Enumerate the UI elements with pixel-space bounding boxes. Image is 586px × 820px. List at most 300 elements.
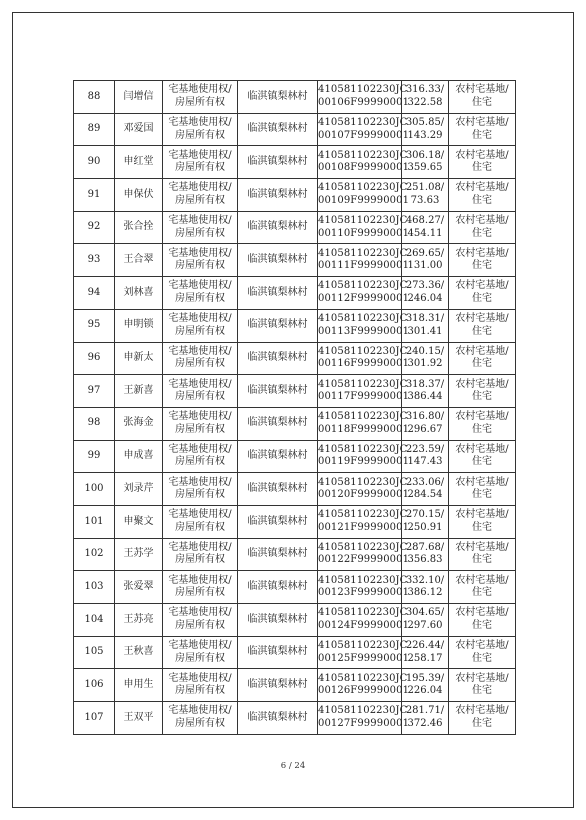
cell-parcel-code: [318, 669, 410, 702]
cell-land-use-text: 农村宅基地/: [455, 443, 509, 455]
cell-parcel-code-text: 410581102230JC: [318, 640, 408, 652]
cell-right-type: [163, 113, 238, 146]
cell-land-use-text: 农村宅基地/: [455, 149, 509, 161]
cell-sequence: [74, 669, 115, 702]
cell-owner-name: [115, 407, 163, 440]
cell-area: [402, 505, 449, 538]
cell-right-type-text: 房屋所有权: [175, 129, 225, 141]
cell-right-type: [163, 538, 238, 571]
cell-right-type-text: 宅基地使用权/: [168, 476, 232, 488]
cell-area-text: 143.29: [407, 129, 443, 141]
cell-owner-name-text: 申成喜: [123, 450, 154, 462]
cell-land-use-text: 农村宅基地/: [455, 280, 509, 292]
cell-right-type: [163, 309, 238, 342]
cell-parcel-code-text: 00110F99990001: [318, 227, 410, 239]
cell-right-type: [163, 146, 238, 179]
cell-location-text: 临淇镇梨林村: [247, 352, 308, 364]
cell-land-use-text: 农村宅基地/: [455, 411, 509, 423]
cell-right-type-text: 房屋所有权: [175, 423, 225, 435]
cell-location: [238, 604, 318, 637]
cell-sequence: [74, 146, 115, 179]
table-row: [74, 604, 516, 637]
cell-parcel-code-text: 410581102230JC: [318, 541, 408, 553]
cell-land-use-text: 农村宅基地/: [455, 117, 509, 129]
table-row: [74, 113, 516, 146]
cell-owner-name-text: 申聚文: [123, 515, 154, 527]
cell-parcel-code-text: 00121F99990001: [318, 521, 410, 533]
table-row: [74, 669, 516, 702]
cell-parcel-code-text: 00113F99990001: [318, 325, 410, 337]
cell-area-text: 372.46: [407, 717, 443, 729]
cell-area: [402, 342, 449, 375]
cell-sequence: [74, 538, 115, 571]
cell-area-text: 322.58: [407, 96, 443, 108]
cell-right-type-text: 宅基地使用权/: [168, 574, 232, 586]
cell-right-type-text: 宅基地使用权/: [168, 182, 232, 194]
cell-location-text: 临淇镇梨林村: [247, 580, 308, 592]
cell-owner-name-text: 申新太: [123, 352, 154, 364]
cell-parcel-code-text: 00120F99990001: [318, 489, 410, 501]
cell-sequence-text: 91: [87, 188, 101, 200]
cell-location: [238, 538, 318, 571]
cell-land-use-text: 住宅: [472, 619, 492, 631]
cell-area-text: 233.06/: [405, 476, 445, 488]
cell-right-type-text: 房屋所有权: [175, 391, 225, 403]
cell-land-use-text: 住宅: [472, 685, 492, 697]
cell-land-use: [449, 113, 516, 146]
cell-right-type-text: 房屋所有权: [175, 227, 225, 239]
cell-area-text: 468.27/: [405, 215, 445, 227]
cell-parcel-code-text: 410581102230JC: [318, 149, 408, 161]
cell-location: [238, 309, 318, 342]
cell-sequence-text: 102: [84, 548, 104, 560]
cell-land-use-text: 住宅: [472, 587, 492, 599]
cell-area-text: 287.68/: [405, 541, 445, 553]
cell-land-use-text: 住宅: [472, 129, 492, 141]
cell-parcel-code-text: 410581102230JC: [318, 411, 408, 423]
cell-owner-name: [115, 604, 163, 637]
cell-land-use-text: 住宅: [472, 489, 492, 501]
cell-land-use: [449, 473, 516, 506]
page-number: 6 / 24: [280, 761, 306, 771]
cell-parcel-code-text: 00118F99990001: [318, 423, 410, 435]
cell-owner-name: [115, 505, 163, 538]
cell-parcel-code-text: 410581102230JC: [318, 117, 408, 129]
cell-area-text: 226.04: [407, 685, 443, 697]
cell-right-type-text: 宅基地使用权/: [168, 117, 232, 129]
cell-sequence-text: 101: [84, 515, 104, 527]
cell-area-text: 454.11: [407, 227, 443, 239]
cell-parcel-code: [318, 277, 410, 310]
cell-sequence-text: 97: [87, 384, 101, 396]
cell-area-text: 386.44: [407, 391, 443, 403]
cell-owner-name: [115, 179, 163, 212]
cell-parcel-code: [318, 440, 410, 473]
cell-parcel-code-text: 410581102230JC: [318, 247, 408, 259]
cell-parcel-code: [318, 407, 410, 440]
cell-right-type-text: 房屋所有权: [175, 260, 225, 272]
cell-area: [402, 146, 449, 179]
cell-land-use-text: 住宅: [472, 652, 492, 664]
cell-land-use-text: 住宅: [472, 260, 492, 272]
table-body: [74, 81, 516, 735]
cell-land-use-text: 住宅: [472, 391, 492, 403]
cell-sequence-text: 88: [87, 90, 101, 102]
cell-right-type-text: 房屋所有权: [175, 587, 225, 599]
cell-land-use: [449, 309, 516, 342]
cell-area: [402, 440, 449, 473]
cell-location-text: 临淇镇梨林村: [247, 90, 308, 102]
cell-sequence: [74, 440, 115, 473]
cell-right-type-text: 宅基地使用权/: [168, 280, 232, 292]
cell-land-use-text: 农村宅基地/: [455, 476, 509, 488]
cell-area: [402, 309, 449, 342]
cell-parcel-code-text: 410581102230JC: [318, 509, 408, 521]
cell-area-text: 304.65/: [405, 607, 445, 619]
cell-land-use-text: 住宅: [472, 194, 492, 206]
table-row: [74, 244, 516, 277]
cell-sequence: [74, 636, 115, 669]
cell-owner-name: [115, 538, 163, 571]
cell-land-use-text: 住宅: [472, 423, 492, 435]
cell-right-type: [163, 277, 238, 310]
table-row: [74, 505, 516, 538]
cell-land-use: [449, 636, 516, 669]
cell-owner-name-text: 申明锁: [123, 319, 154, 331]
cell-parcel-code-text: 410581102230JC: [318, 672, 408, 684]
cell-right-type: [163, 407, 238, 440]
cell-area-text: 195.39/: [405, 672, 445, 684]
cell-right-type-text: 宅基地使用权/: [168, 640, 232, 652]
cell-land-use: [449, 440, 516, 473]
cell-parcel-code-text: 00111F99990001: [318, 260, 410, 272]
cell-owner-name-text: 王秋喜: [123, 646, 154, 658]
cell-sequence: [74, 211, 115, 244]
cell-sequence: [74, 277, 115, 310]
cell-right-type: [163, 211, 238, 244]
cell-parcel-code: [318, 146, 410, 179]
cell-owner-name-text: 王双平: [123, 711, 154, 723]
table-row: [74, 211, 516, 244]
cell-location: [238, 146, 318, 179]
cell-land-use: [449, 81, 516, 114]
cell-area: [402, 407, 449, 440]
cell-sequence-text: 103: [84, 580, 104, 592]
cell-sequence: [74, 375, 115, 408]
cell-area-text: 301.92: [407, 358, 443, 370]
cell-parcel-code-text: 00123F99990001: [318, 587, 410, 599]
cell-right-type-text: 房屋所有权: [175, 554, 225, 566]
cell-area-text: 281.71/: [405, 705, 445, 717]
cell-parcel-code-text: 410581102230JC: [318, 705, 408, 717]
table-row: [74, 179, 516, 212]
cell-land-use: [449, 211, 516, 244]
cell-location: [238, 81, 318, 114]
cell-land-use-text: 农村宅基地/: [455, 541, 509, 553]
table-row: [74, 407, 516, 440]
cell-owner-name: [115, 309, 163, 342]
cell-land-use-text: 农村宅基地/: [455, 182, 509, 194]
table-row: [74, 538, 516, 571]
cell-sequence-text: 89: [87, 123, 101, 135]
cell-parcel-code-text: 00108F99990001: [318, 162, 410, 174]
cell-area-text: 297.60: [407, 619, 443, 631]
cell-area-text: 305.85/: [405, 117, 445, 129]
cell-owner-name: [115, 244, 163, 277]
cell-owner-name: [115, 636, 163, 669]
cell-land-use-text: 住宅: [472, 358, 492, 370]
cell-sequence: [74, 604, 115, 637]
cell-area: [402, 375, 449, 408]
cell-parcel-code-text: 410581102230JC: [318, 378, 408, 390]
cell-owner-name-text: 刘林喜: [123, 286, 154, 298]
cell-right-type: [163, 604, 238, 637]
cell-sequence: [74, 505, 115, 538]
cell-sequence-text: 99: [87, 450, 101, 462]
table-row: [74, 146, 516, 179]
cell-right-type-text: 房屋所有权: [175, 456, 225, 468]
cell-right-type: [163, 179, 238, 212]
cell-parcel-code-text: 410581102230JC: [318, 476, 408, 488]
cell-right-type: [163, 505, 238, 538]
cell-location-text: 临淇镇梨林村: [247, 286, 308, 298]
cell-parcel-code-text: 410581102230JC: [318, 574, 408, 586]
cell-right-type: [163, 244, 238, 277]
cell-area: [402, 604, 449, 637]
cell-land-use-text: 农村宅基地/: [455, 672, 509, 684]
cell-location-text: 临淇镇梨林村: [247, 188, 308, 200]
cell-location-text: 临淇镇梨林村: [247, 221, 308, 233]
cell-owner-name-text: 申红堂: [123, 155, 154, 167]
cell-right-type-text: 房屋所有权: [175, 292, 225, 304]
table-row: [74, 702, 516, 735]
cell-land-use: [449, 571, 516, 604]
cell-land-use: [449, 505, 516, 538]
cell-owner-name-text: 王苏学: [123, 548, 154, 560]
cell-location-text: 临淇镇梨林村: [247, 417, 308, 429]
cell-owner-name: [115, 342, 163, 375]
cell-location: [238, 375, 318, 408]
cell-right-type-text: 宅基地使用权/: [168, 313, 232, 325]
cell-parcel-code: [318, 244, 410, 277]
cell-land-use-text: 农村宅基地/: [455, 215, 509, 227]
cell-owner-name: [115, 473, 163, 506]
cell-right-type-text: 宅基地使用权/: [168, 84, 232, 96]
cell-location-text: 临淇镇梨林村: [247, 711, 308, 723]
cell-land-use: [449, 669, 516, 702]
cell-parcel-code-text: 410581102230JC: [318, 280, 408, 292]
cell-land-use-text: 住宅: [472, 227, 492, 239]
cell-land-use-text: 住宅: [472, 521, 492, 533]
cell-right-type-text: 房屋所有权: [175, 194, 225, 206]
cell-location: [238, 407, 318, 440]
cell-owner-name: [115, 81, 163, 114]
cell-area-text: 223.59/: [405, 443, 445, 455]
cell-location-text: 临淇镇梨林村: [247, 384, 308, 396]
cell-area: [402, 211, 449, 244]
cell-area-text: 386.12: [407, 587, 443, 599]
cell-owner-name: [115, 277, 163, 310]
cell-right-type-text: 宅基地使用权/: [168, 411, 232, 423]
cell-land-use-text: 农村宅基地/: [455, 640, 509, 652]
cell-location-text: 临淇镇梨林村: [247, 450, 308, 462]
cell-area-text: 316.80/: [405, 411, 445, 423]
cell-right-type-text: 宅基地使用权/: [168, 443, 232, 455]
cell-parcel-code: [318, 505, 410, 538]
cell-land-use-text: 住宅: [472, 96, 492, 108]
cell-sequence-text: 92: [87, 221, 101, 233]
cell-owner-name: [115, 669, 163, 702]
cell-parcel-code-text: 00112F99990001: [318, 292, 410, 304]
cell-right-type-text: 宅基地使用权/: [168, 345, 232, 357]
cell-sequence-text: 90: [87, 155, 101, 167]
cell-right-type-text: 宅基地使用权/: [168, 672, 232, 684]
cell-right-type-text: 房屋所有权: [175, 358, 225, 370]
cell-parcel-code: [318, 342, 410, 375]
cell-area-text: 306.18/: [405, 149, 445, 161]
cell-location: [238, 211, 318, 244]
cell-sequence-text: 100: [84, 482, 104, 494]
cell-land-use: [449, 407, 516, 440]
cell-location-text: 临淇镇梨林村: [247, 613, 308, 625]
cell-right-type-text: 宅基地使用权/: [168, 509, 232, 521]
cell-owner-name-text: 王合翠: [123, 254, 154, 266]
cell-right-type-text: 房屋所有权: [175, 489, 225, 501]
cell-sequence-text: 106: [84, 678, 104, 690]
cell-sequence: [74, 81, 115, 114]
table-row: [74, 309, 516, 342]
cell-parcel-code-text: 00127F99990001: [318, 717, 410, 729]
cell-parcel-code: [318, 636, 410, 669]
cell-land-use-text: 农村宅基地/: [455, 705, 509, 717]
cell-right-type-text: 房屋所有权: [175, 685, 225, 697]
cell-owner-name-text: 张爱翠: [123, 580, 154, 592]
cell-right-type: [163, 571, 238, 604]
table-row: [74, 440, 516, 473]
cell-land-use-text: 住宅: [472, 162, 492, 174]
cell-area: [402, 81, 449, 114]
cell-parcel-code-text: 00125F99990001: [318, 652, 410, 664]
cell-owner-name: [115, 146, 163, 179]
cell-parcel-code-text: 00124F99990001: [318, 619, 410, 631]
cell-location-text: 临淇镇梨林村: [247, 678, 308, 690]
table-row: [74, 636, 516, 669]
cell-area: [402, 244, 449, 277]
cell-area-text: 301.41: [407, 325, 443, 337]
table-row: [74, 571, 516, 604]
cell-area-text: 318.31/: [405, 313, 445, 325]
cell-area: [402, 277, 449, 310]
cell-parcel-code-text: 410581102230JC: [318, 215, 408, 227]
cell-owner-name: [115, 702, 163, 735]
table-row: [74, 375, 516, 408]
cell-right-type: [163, 440, 238, 473]
cell-area-text: 240.15/: [405, 345, 445, 357]
cell-location: [238, 636, 318, 669]
cell-land-use: [449, 538, 516, 571]
cell-owner-name-text: 闫增信: [123, 90, 154, 102]
cell-right-type-text: 宅基地使用权/: [168, 215, 232, 227]
cell-area: [402, 636, 449, 669]
cell-parcel-code: [318, 309, 410, 342]
cell-land-use-text: 住宅: [472, 325, 492, 337]
cell-location-text: 临淇镇梨林村: [247, 548, 308, 560]
cell-owner-name-text: 王新喜: [123, 384, 154, 396]
cell-sequence-text: 93: [87, 254, 101, 266]
cell-area-text: 131.00: [407, 260, 443, 272]
cell-area: [402, 571, 449, 604]
cell-area-text: 318.37/: [405, 378, 445, 390]
registration-table: [73, 80, 516, 735]
cell-right-type-text: 宅基地使用权/: [168, 541, 232, 553]
cell-parcel-code: [318, 702, 410, 735]
cell-land-use-text: 农村宅基地/: [455, 84, 509, 96]
cell-parcel-code-text: 410581102230JC: [318, 84, 408, 96]
cell-land-use-text: 住宅: [472, 456, 492, 468]
cell-area-text: 147.43: [407, 456, 443, 468]
cell-location-text: 临淇镇梨林村: [247, 123, 308, 135]
cell-area: [402, 702, 449, 735]
cell-owner-name-text: 申保伏: [123, 188, 154, 200]
cell-sequence-text: 105: [84, 646, 104, 658]
cell-area-text: 246.04: [407, 292, 443, 304]
cell-area-text: 332.10/: [405, 574, 445, 586]
cell-area-text: 226.44/: [405, 640, 445, 652]
cell-parcel-code-text: 410581102230JC: [318, 182, 408, 194]
table-row: [74, 81, 516, 114]
cell-sequence-text: 104: [84, 613, 104, 625]
cell-area-text: 273.36/: [405, 280, 445, 292]
cell-land-use: [449, 244, 516, 277]
cell-land-use: [449, 604, 516, 637]
cell-land-use: [449, 375, 516, 408]
cell-owner-name: [115, 211, 163, 244]
cell-owner-name: [115, 571, 163, 604]
cell-right-type: [163, 81, 238, 114]
cell-area-text: 296.67: [407, 423, 443, 435]
cell-land-use-text: 农村宅基地/: [455, 509, 509, 521]
cell-area-text: 359.65: [407, 162, 443, 174]
cell-area: [402, 473, 449, 506]
cell-land-use-text: 农村宅基地/: [455, 574, 509, 586]
cell-owner-name-text: 张合拴: [123, 221, 154, 233]
cell-right-type: [163, 375, 238, 408]
cell-sequence: [74, 244, 115, 277]
cell-right-type-text: 房屋所有权: [175, 162, 225, 174]
table-row: [74, 473, 516, 506]
cell-right-type-text: 宅基地使用权/: [168, 247, 232, 259]
cell-location: [238, 113, 318, 146]
cell-right-type: [163, 636, 238, 669]
cell-right-type-text: 宅基地使用权/: [168, 378, 232, 390]
cell-area: [402, 669, 449, 702]
cell-land-use: [449, 342, 516, 375]
cell-parcel-code-text: 00116F99990001: [318, 358, 410, 370]
cell-parcel-code-text: 00122F99990001: [318, 554, 410, 566]
cell-area-text: 250.91: [407, 521, 443, 533]
cell-area-text: 270.15/: [405, 509, 445, 521]
cell-sequence: [74, 113, 115, 146]
cell-parcel-code-text: 00106F99990001: [318, 96, 410, 108]
cell-sequence: [74, 309, 115, 342]
cell-sequence-text: 96: [87, 352, 101, 364]
cell-right-type-text: 房屋所有权: [175, 619, 225, 631]
cell-right-type: [163, 473, 238, 506]
cell-location-text: 临淇镇梨林村: [247, 254, 308, 266]
cell-area-text: 258.17: [407, 652, 443, 664]
cell-land-use: [449, 146, 516, 179]
cell-location: [238, 473, 318, 506]
